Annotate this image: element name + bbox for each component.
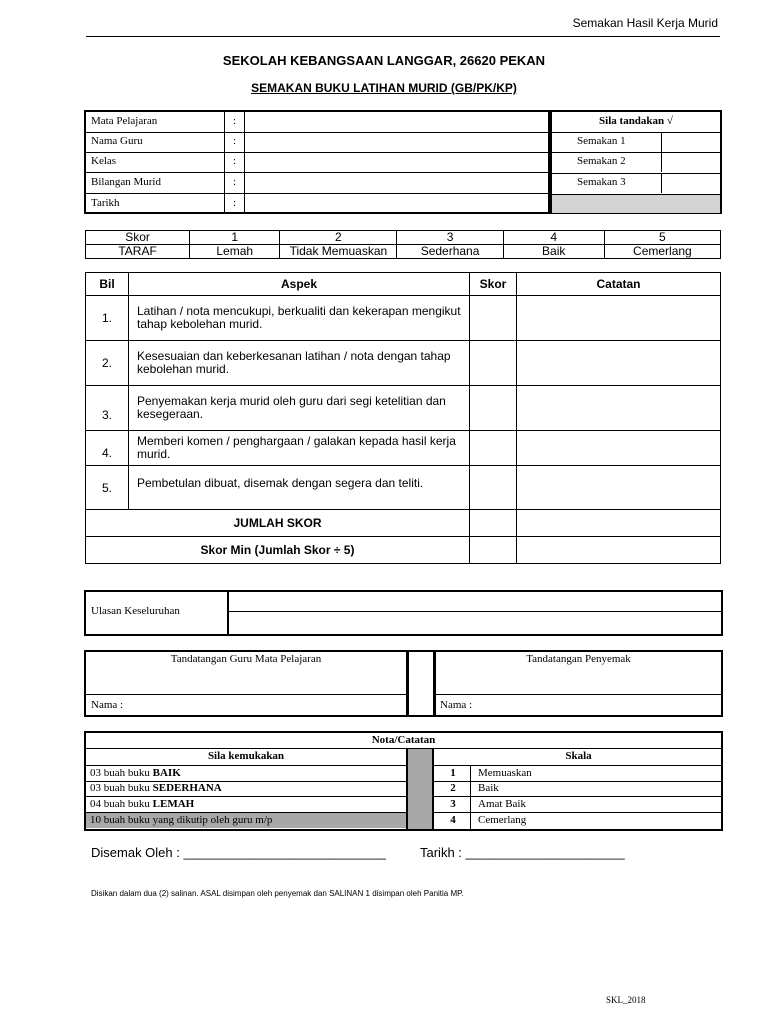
level-2: Tidak Memuaskan (280, 245, 397, 259)
skala-label: Baik (478, 782, 499, 794)
info-colon: : (233, 197, 237, 209)
check-label: Semakan 2 (577, 155, 626, 167)
info-label: Kelas (91, 155, 117, 167)
check-label: Semakan 3 (577, 176, 626, 188)
total-score-cell[interactable] (470, 510, 517, 537)
teacher-name-label: Nama : (91, 699, 124, 711)
nota-left-header: Sila kemukakan (207, 750, 285, 762)
aspect-text: Kesesuaian dan keberkesanan latihan / nota dengan tahap kebolehan murid. (129, 341, 470, 386)
info-col-divider (224, 112, 225, 212)
nota-left-row: 03 buah buku BAIK (90, 767, 181, 779)
ulasan-label: Ulasan Keseluruhan (91, 605, 180, 617)
signature-teacher-divider (86, 694, 406, 695)
aspect-text: Latihan / nota mencukupi, berkualiti dan kekerapan mengikut tahap kebolehan murid. (129, 296, 470, 341)
nota-left-row: 10 buah buku yang dikutip oleh guru m/p (86, 813, 406, 828)
footer-note: Disikan dalam dua (2) salinan. ASAL disimpan oleh penyemak dan SALINAN 1 disimpan oleh Panitia MP. (91, 889, 464, 898)
info-colon: : (233, 135, 237, 147)
score-3: 3 (397, 231, 503, 245)
nota-left-bold: BAIK (152, 767, 181, 779)
nota-row-divider (434, 796, 721, 797)
check-box[interactable] (661, 152, 721, 172)
nota-left-row: 04 buah buku LEMAH (90, 798, 195, 810)
row-num: 1. (86, 296, 129, 341)
total-score-label: JUMLAH SKOR (86, 510, 470, 537)
taraf-label: TARAF (86, 245, 190, 259)
tarikh-field[interactable]: Tarikh : ______________________ (420, 845, 625, 860)
skala-label: Memuaskan (478, 767, 532, 779)
info-value-field[interactable] (244, 132, 550, 152)
check-box[interactable] (661, 173, 721, 193)
info-value-field[interactable] (244, 194, 550, 214)
score-cell[interactable] (470, 386, 517, 431)
score-cell[interactable] (470, 341, 517, 386)
score-cell[interactable] (470, 431, 517, 466)
score-cell[interactable] (470, 296, 517, 341)
level-5: Cemerlang (604, 245, 720, 259)
school-title: SEKOLAH KEBANGSAAN LANGGAR, 26620 PEKAN (222, 53, 546, 68)
aspect-text: Pembetulan dibuat, disemak dengan segera dan teliti. (129, 466, 470, 510)
row-num: 2. (86, 341, 129, 386)
row-num: 5. (86, 466, 129, 510)
form-code: SKL_2018 (606, 995, 646, 1005)
skala-label: Amat Baik (478, 798, 526, 810)
mean-score-cell[interactable] (470, 537, 517, 564)
info-colon: : (233, 176, 237, 188)
nota-right-header: Skala (565, 750, 592, 762)
total-note-cell (517, 510, 721, 537)
signature-reviewer-divider (436, 694, 721, 695)
score-5: 5 (604, 231, 720, 245)
info-colon: : (233, 155, 237, 167)
level-4: Baik (503, 245, 604, 259)
score-4: 4 (503, 231, 604, 245)
skala-number: 1 (450, 767, 456, 779)
info-col-divider (244, 112, 245, 212)
info-value-field[interactable] (244, 173, 550, 193)
mean-note-cell (517, 537, 721, 564)
skala-number: 4 (450, 814, 456, 826)
note-cell[interactable] (517, 296, 721, 341)
skor-label: Skor (86, 231, 190, 245)
check-header: Sila tandakan √ (599, 115, 673, 127)
signature-spacer-box (407, 650, 435, 717)
score-2: 2 (280, 231, 397, 245)
reviewer-name-label: Nama : (440, 699, 473, 711)
nota-title-divider (86, 748, 721, 749)
info-label: Tarikh (91, 197, 120, 209)
aspect-text: Penyemakan kerja murid oleh guru dari segi ketelitian dan kesegeraan. (129, 386, 470, 431)
info-value-field[interactable] (244, 112, 550, 132)
ulasan-divider (227, 590, 229, 636)
nota-left-bold: LEMAH (152, 798, 195, 810)
level-1: Lemah (190, 245, 280, 259)
skala-number: 3 (450, 798, 456, 810)
note-cell[interactable] (517, 341, 721, 386)
note-cell[interactable] (517, 466, 721, 510)
score-cell[interactable] (470, 466, 517, 510)
check-shaded-cell (552, 194, 720, 213)
score-1: 1 (190, 231, 280, 245)
row-num: 3. (86, 386, 129, 431)
nota-title: Nota/Catatan (371, 734, 436, 746)
row-num: 4. (86, 431, 129, 466)
col-catatan: Catatan (517, 273, 721, 296)
nota-left-bold: SEDERHANA (152, 782, 222, 794)
note-cell[interactable] (517, 431, 721, 466)
aspect-table (85, 272, 721, 564)
check-box[interactable] (661, 132, 721, 152)
info-label: Nama Guru (91, 135, 143, 147)
info-colon: : (233, 115, 237, 127)
skala-number: 2 (450, 782, 456, 794)
nota-left-row: 03 buah buku SEDERHANA (90, 782, 222, 794)
header-divider (86, 36, 720, 37)
skala-label: Cemerlang (478, 814, 527, 826)
skala-col-divider (470, 766, 471, 829)
disemak-field[interactable]: Disemak Oleh : ____________________________ (91, 845, 386, 860)
note-cell[interactable] (517, 386, 721, 431)
info-label: Bilangan Murid (91, 176, 161, 188)
score-scale-table (85, 230, 721, 259)
aspect-text: Memberi komen / penghargaan / galakan kepada hasil kerja murid. (129, 431, 470, 466)
form-subtitle: SEMAKAN BUKU LATIHAN MURID (GB/PK/KP) (251, 81, 517, 95)
col-aspek: Aspek (129, 273, 470, 296)
header-title: Semakan Hasil Kerja Murid (572, 16, 718, 30)
info-label: Mata Pelajaran (91, 115, 158, 127)
mean-score-label: Skor Min (Jumlah Skor ÷ 5) (86, 537, 470, 564)
nota-middle-shade (406, 749, 434, 829)
col-skor: Skor (470, 273, 517, 296)
nota-row-divider (434, 812, 721, 813)
info-value-field[interactable] (244, 152, 550, 172)
level-3: Sederhana (397, 245, 503, 259)
signature-teacher-title: Tandatangan Guru Mata Pelajaran (170, 653, 322, 665)
signature-reviewer-title: Tandatangan Penyemak (526, 653, 631, 665)
col-bil: Bil (86, 273, 129, 296)
check-label: Semakan 1 (577, 135, 626, 147)
ulasan-line-1[interactable] (229, 611, 721, 612)
